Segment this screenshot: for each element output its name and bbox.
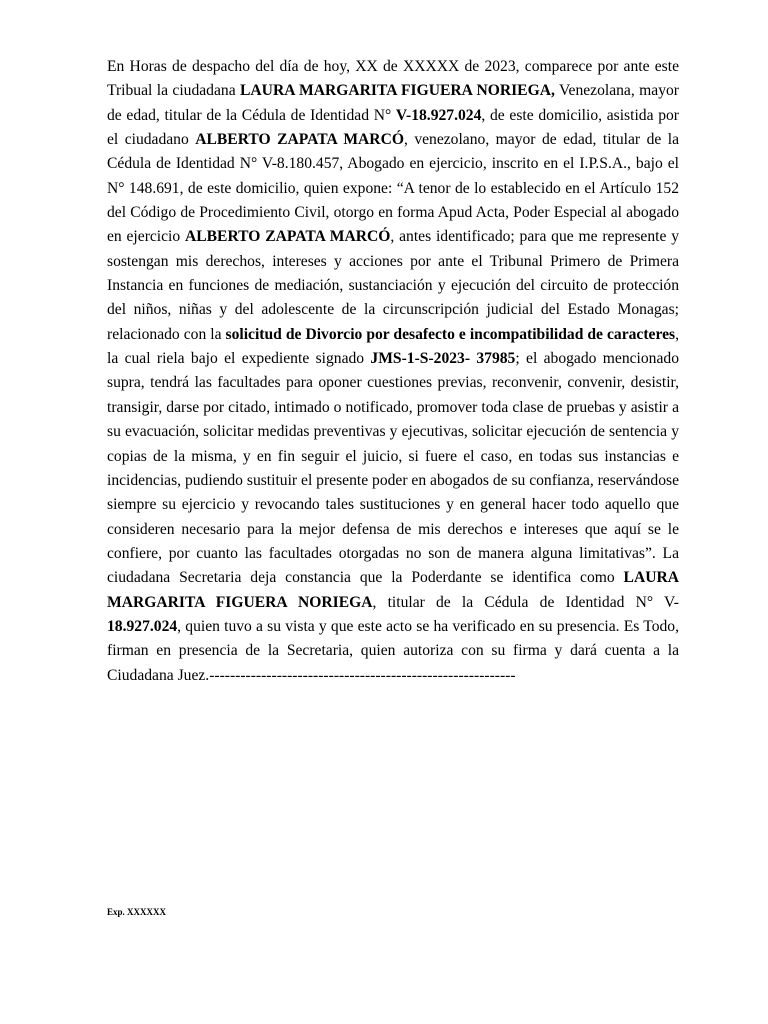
bold-text-segment: ALBERTO ZAPATA MARCÓ xyxy=(184,228,391,246)
text-segment: Venezolana, mayor de edad, titular de la Cédula de Identidad N° xyxy=(107,82,679,124)
expediente-footer: Exp. XXXXXX xyxy=(107,907,167,917)
text-segment: , venezolano, mayor de edad, titular de la Cédula de Identidad N° V-8.180.457, Abogado en ejercicio, inscrito en el I.P.S.A., bajo el N° 148.691, de este domicilio, quien expone: “A tenor de lo establecido en el Artículo 152 del Código de Procedimiento Civil, otorgo en forma Apud Acta, Poder Especial al abogado en ejercicio xyxy=(107,131,679,246)
text-segment: , de este domicilio, asistida por el ciudadano xyxy=(107,106,679,149)
bold-text-segment: ALBERTO ZAPATA MARCÓ xyxy=(195,131,404,149)
bold-text-segment: LAURA MARGARITA FIGUERA NORIEGA xyxy=(107,569,679,611)
bold-text-segment: solicitud de Divorcio por desafecto e incompatibilidad de caracteres xyxy=(225,325,676,343)
text-segment: , quien tuvo a su vista y que este acto se ha verificado en su presencia. Es Todo, firman en presencia de la Secretaria, quien autoriza con su firma y dará cuenta a la Ciudadana Juez.----------------------------------------------------------- xyxy=(107,617,679,684)
bold-text-segment: V-18.927.024 xyxy=(395,106,482,124)
bold-text-segment: 18.927.024 xyxy=(107,617,178,635)
text-segment: , antes identificado; para que me represente y sostengan mis derechos, intereses y acciones por ante el Tribunal Primero de Primera Instancia en funciones de mediación, sustanciación y ejecución del circuito de protección del niños, niñas y del adolescente de la circunscripción judicial del Estado Monagas; relacionado con la xyxy=(107,228,680,343)
bold-text-segment: LAURA MARGARITA FIGUERA NORIEGA, xyxy=(240,82,555,100)
bold-text-segment: JMS-1-S-2023- 37985 xyxy=(370,350,516,368)
text-segment: , la cual riela bajo el expediente signado xyxy=(107,325,679,368)
document-body xyxy=(107,55,679,688)
text-segment: ; el abogado mencionado supra, tendrá las facultades para oponer cuestiones previas, reconvenir, convenir, desistir, transigir, darse por citado, intimado o notificado, promover toda clase de pruebas y asistir a su evacuación, solicitar medidas preventivas y ejecutivas, solicitar ejecución de sentencia y copias de la misma, y en fin seguir el juicio, si fuere el caso, en todas sus instancias e incidencias, pudiendo sustituir el presente poder en abogados de su confianza, reservándose siempre su ejercicio y revocando tales sustituciones y en general hacer todo aquello que consideren necesario para la mejor defensa de mis derechos e intereses que aquí se le confiere, por cuanto las facultades otorgadas no son de manera alguna limitativas”. La ciudadana Secretaria deja constancia que la Poderdante se identifica como xyxy=(107,350,680,587)
text-segment: En Horas de despacho del día de hoy, XX de XXXXX de 2023, comparece por ante este Tribual la ciudadana xyxy=(107,58,679,100)
text-segment: , titular de la Cédula de Identidad N° V- xyxy=(372,593,680,611)
